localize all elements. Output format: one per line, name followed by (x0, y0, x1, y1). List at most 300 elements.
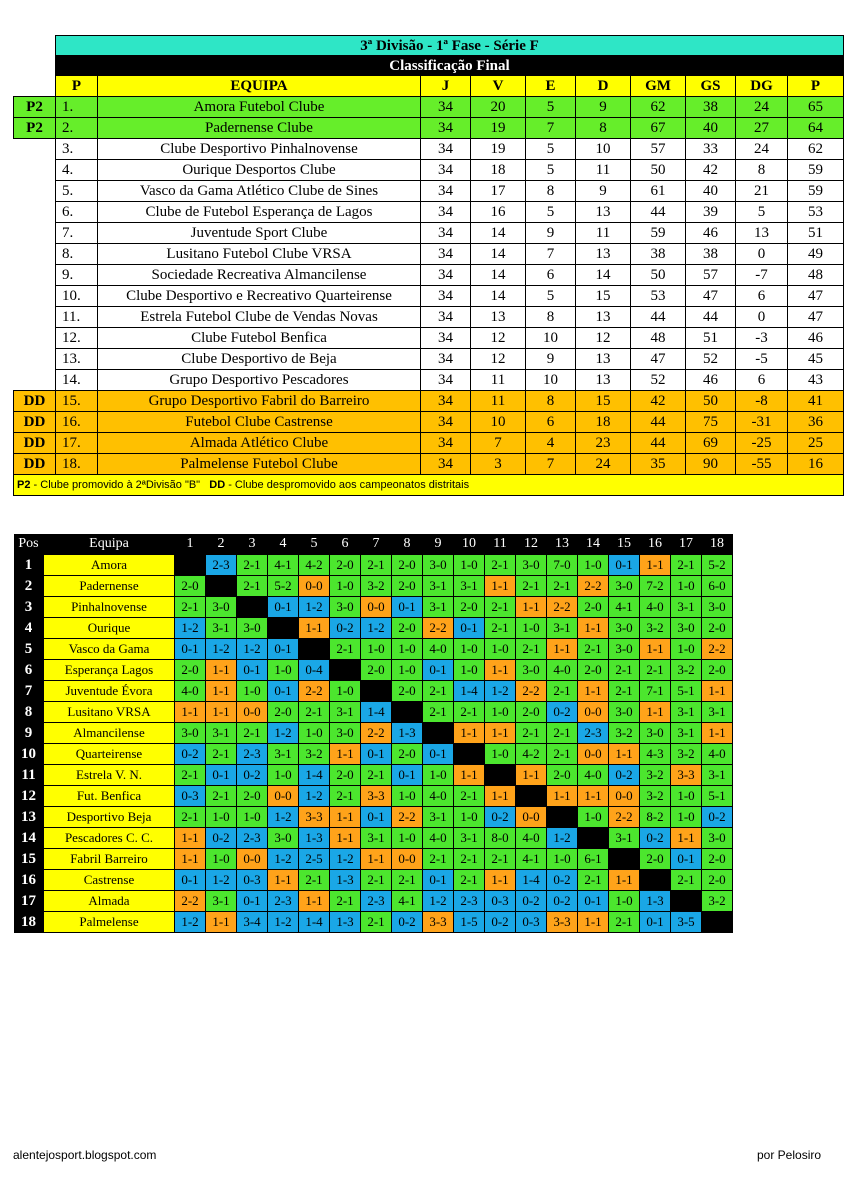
match-score: 2-0 (454, 597, 485, 618)
match-score: 2-0 (361, 660, 392, 681)
points: 16 (788, 454, 844, 475)
goals-for: 59 (631, 223, 686, 244)
results-row-position: 18 (14, 912, 44, 933)
match-score: 1-4 (361, 702, 392, 723)
draws: 9 (526, 349, 576, 370)
team-name: Juventude Sport Clube (98, 223, 421, 244)
match-score: 3-1 (671, 723, 702, 744)
match-score: 3-0 (423, 555, 454, 576)
match-score: 2-1 (361, 870, 392, 891)
team-name: Estrela Futebol Clube de Vendas Novas (98, 307, 421, 328)
header-goal-diff: DG (736, 76, 788, 97)
match-score: 1-0 (361, 639, 392, 660)
match-score: 3-2 (609, 723, 640, 744)
match-score: 1-0 (485, 702, 516, 723)
legend-p2-code: P2 (17, 479, 31, 491)
wins: 19 (471, 118, 526, 139)
match-score: 1-0 (454, 555, 485, 576)
results-column-header: 4 (268, 534, 299, 555)
self-match-cell (392, 702, 423, 723)
results-row-position: 13 (14, 807, 44, 828)
goal-diff: 27 (736, 118, 788, 139)
status-tag (14, 244, 56, 265)
results-row (14, 618, 733, 639)
match-score: 2-2 (392, 807, 423, 828)
team-name: Amora Futebol Clube (98, 97, 421, 118)
position: 7. (56, 223, 98, 244)
match-score: 1-0 (578, 807, 609, 828)
match-score: 1-3 (330, 912, 361, 933)
match-score: 1-0 (671, 786, 702, 807)
footer-author: por Pelosiro (757, 1148, 822, 1162)
match-score: 0-1 (175, 639, 206, 660)
results-row (14, 660, 733, 681)
match-score: 2-1 (175, 597, 206, 618)
results-row-team: Amora (44, 555, 175, 576)
goals-against: 46 (686, 370, 736, 391)
results-row-team: Juventude Évora (44, 681, 175, 702)
match-score: 1-1 (578, 912, 609, 933)
results-row (14, 702, 733, 723)
match-score: 2-1 (578, 639, 609, 660)
played: 34 (421, 286, 471, 307)
wins: 16 (471, 202, 526, 223)
results-row (14, 807, 733, 828)
match-score: 0-2 (330, 618, 361, 639)
losses: 13 (576, 244, 631, 265)
played: 34 (421, 118, 471, 139)
match-score: 0-2 (206, 828, 237, 849)
draws: 5 (526, 97, 576, 118)
match-score: 3-1 (423, 807, 454, 828)
match-score: 2-0 (392, 576, 423, 597)
standings-subtitle-row (14, 56, 844, 76)
match-score: 3-1 (330, 702, 361, 723)
losses: 23 (576, 433, 631, 454)
self-match-cell (671, 891, 702, 912)
match-score: 0-0 (299, 576, 330, 597)
results-column-header: 14 (578, 534, 609, 555)
match-score: 1-0 (671, 807, 702, 828)
goal-diff: 6 (736, 286, 788, 307)
match-score: 4-0 (702, 744, 733, 765)
footer-site-url[interactable]: alentejosport.blogspot.com (13, 1148, 157, 1162)
goal-diff: -25 (736, 433, 788, 454)
goal-diff: 24 (736, 139, 788, 160)
wins: 11 (471, 391, 526, 412)
standings-header-row (14, 76, 844, 97)
goals-for: 67 (631, 118, 686, 139)
match-score: 1-2 (175, 912, 206, 933)
match-score: 0-1 (175, 870, 206, 891)
played: 34 (421, 160, 471, 181)
match-score: 1-0 (392, 660, 423, 681)
team-name: Grupo Desportivo Pescadores (98, 370, 421, 391)
position: 16. (56, 412, 98, 433)
results-row-team: Castrense (44, 870, 175, 891)
played: 34 (421, 433, 471, 454)
match-score: 3-1 (454, 576, 485, 597)
losses: 15 (576, 391, 631, 412)
match-score: 3-1 (268, 744, 299, 765)
results-column-header: 11 (485, 534, 516, 555)
match-score: 2-1 (671, 555, 702, 576)
draws: 5 (526, 160, 576, 181)
standings-row (14, 202, 844, 223)
match-score: 1-1 (454, 765, 485, 786)
match-score: 2-1 (361, 765, 392, 786)
standings-row (14, 244, 844, 265)
results-column-header: 18 (702, 534, 733, 555)
match-score: 2-1 (206, 786, 237, 807)
standings-row (14, 223, 844, 244)
match-score: 6-0 (702, 576, 733, 597)
goal-diff: -7 (736, 265, 788, 286)
played: 34 (421, 307, 471, 328)
self-match-cell (547, 807, 578, 828)
results-column-header: 10 (454, 534, 485, 555)
standings-row (14, 454, 844, 475)
match-score: 1-1 (640, 702, 671, 723)
match-score: 2-1 (547, 723, 578, 744)
self-match-cell (609, 849, 640, 870)
match-score: 3-3 (423, 912, 454, 933)
match-score: 3-1 (423, 597, 454, 618)
position: 13. (56, 349, 98, 370)
results-column-header: 9 (423, 534, 454, 555)
match-score: 1-1 (454, 723, 485, 744)
results-row-position: 12 (14, 786, 44, 807)
match-score: 1-1 (330, 828, 361, 849)
match-score: 1-3 (299, 828, 330, 849)
results-row (14, 597, 733, 618)
match-score: 0-0 (237, 849, 268, 870)
header-position: P (56, 76, 98, 97)
match-score: 3-2 (299, 744, 330, 765)
match-score: 3-1 (454, 828, 485, 849)
results-column-header: 7 (361, 534, 392, 555)
match-score: 4-1 (609, 597, 640, 618)
losses: 18 (576, 412, 631, 433)
match-score: 3-2 (671, 744, 702, 765)
match-score: 3-0 (206, 597, 237, 618)
match-score: 2-1 (640, 660, 671, 681)
legend-dd-text: - Clube despromovido aos campeonatos distritais (225, 479, 470, 491)
match-score: 1-2 (268, 807, 299, 828)
team-name: Sociedade Recreativa Almancilense (98, 265, 421, 286)
match-score: 1-1 (175, 702, 206, 723)
position: 18. (56, 454, 98, 475)
wins: 12 (471, 328, 526, 349)
goals-for: 47 (631, 349, 686, 370)
wins: 13 (471, 307, 526, 328)
results-column-header: 17 (671, 534, 702, 555)
match-score: 0-1 (268, 597, 299, 618)
standings-row (14, 139, 844, 160)
match-score: 1-2 (330, 849, 361, 870)
results-row-position: 2 (14, 576, 44, 597)
status-tag: DD (14, 391, 56, 412)
self-match-cell (330, 660, 361, 681)
results-row-team: Esperança Lagos (44, 660, 175, 681)
match-score: 2-1 (609, 912, 640, 933)
match-score: 2-0 (578, 660, 609, 681)
goals-for: 44 (631, 433, 686, 454)
results-row (14, 912, 733, 933)
match-score: 0-3 (237, 870, 268, 891)
match-score: 0-2 (237, 765, 268, 786)
match-score: 2-2 (609, 807, 640, 828)
wins: 14 (471, 286, 526, 307)
match-score: 1-1 (330, 807, 361, 828)
match-score: 3-0 (516, 555, 547, 576)
match-score: 1-2 (299, 786, 330, 807)
match-score: 0-2 (485, 807, 516, 828)
goal-diff: 21 (736, 181, 788, 202)
played: 34 (421, 244, 471, 265)
goal-diff: -31 (736, 412, 788, 433)
goals-against: 33 (686, 139, 736, 160)
match-score: 1-1 (268, 870, 299, 891)
match-score: 4-0 (423, 828, 454, 849)
goal-diff: 24 (736, 97, 788, 118)
match-score: 2-2 (361, 723, 392, 744)
match-score: 0-0 (237, 702, 268, 723)
match-score: 3-0 (516, 660, 547, 681)
results-row-position: 14 (14, 828, 44, 849)
match-score: 2-3 (237, 744, 268, 765)
match-score: 2-1 (485, 555, 516, 576)
match-score: 4-3 (640, 744, 671, 765)
goals-for: 53 (631, 286, 686, 307)
match-score: 1-1 (671, 828, 702, 849)
match-score: 2-1 (454, 786, 485, 807)
match-score: 1-2 (268, 912, 299, 933)
goals-against: 75 (686, 412, 736, 433)
match-score: 3-1 (702, 765, 733, 786)
losses: 11 (576, 160, 631, 181)
results-column-header: 12 (516, 534, 547, 555)
results-row-position: 7 (14, 681, 44, 702)
match-score: 0-1 (268, 681, 299, 702)
header-goals-for: GM (631, 76, 686, 97)
wins: 19 (471, 139, 526, 160)
match-score: 3-2 (361, 576, 392, 597)
results-row-position: 16 (14, 870, 44, 891)
match-score: 0-0 (578, 702, 609, 723)
results-column-header: 6 (330, 534, 361, 555)
goals-against: 50 (686, 391, 736, 412)
match-score: 3-2 (640, 765, 671, 786)
status-tag: DD (14, 412, 56, 433)
team-name: Almada Atlético Clube (98, 433, 421, 454)
match-score: 2-1 (485, 618, 516, 639)
self-match-cell (702, 912, 733, 933)
results-row (14, 639, 733, 660)
match-score: 0-1 (671, 849, 702, 870)
match-score: 2-0 (175, 576, 206, 597)
match-score: 0-2 (547, 891, 578, 912)
self-match-cell (361, 681, 392, 702)
match-score: 1-1 (330, 744, 361, 765)
match-score: 2-3 (454, 891, 485, 912)
match-score: 2-1 (578, 870, 609, 891)
results-row (14, 765, 733, 786)
match-score: 4-0 (516, 828, 547, 849)
position: 8. (56, 244, 98, 265)
goal-diff: -5 (736, 349, 788, 370)
played: 34 (421, 370, 471, 391)
match-score: 5-2 (702, 555, 733, 576)
match-score: 2-1 (516, 576, 547, 597)
results-row-position: 5 (14, 639, 44, 660)
match-score: 1-4 (299, 765, 330, 786)
results-row-team: Desportivo Beja (44, 807, 175, 828)
match-score: 2-1 (547, 744, 578, 765)
match-score: 2-2 (299, 681, 330, 702)
goals-for: 44 (631, 202, 686, 223)
goal-diff: 5 (736, 202, 788, 223)
goals-against: 90 (686, 454, 736, 475)
goals-against: 57 (686, 265, 736, 286)
match-score: 1-0 (671, 576, 702, 597)
match-score: 1-0 (206, 849, 237, 870)
points: 43 (788, 370, 844, 391)
legend-dd-code: DD (209, 479, 226, 491)
results-column-header: 13 (547, 534, 578, 555)
match-score: 2-1 (609, 660, 640, 681)
goals-for: 48 (631, 328, 686, 349)
draws: 5 (526, 139, 576, 160)
match-score: 0-2 (547, 870, 578, 891)
self-match-cell (299, 639, 330, 660)
match-score: 1-0 (237, 681, 268, 702)
points: 41 (788, 391, 844, 412)
results-team-header: Equipa (44, 534, 175, 555)
header-team: EQUIPA (98, 76, 421, 97)
results-header-row (14, 534, 733, 555)
position: 11. (56, 307, 98, 328)
match-score: 2-1 (237, 723, 268, 744)
match-score: 4-0 (640, 597, 671, 618)
self-match-cell (516, 786, 547, 807)
match-score: 0-1 (609, 555, 640, 576)
status-tag: DD (14, 433, 56, 454)
results-row-position: 4 (14, 618, 44, 639)
match-score: 1-0 (671, 639, 702, 660)
match-score: 2-0 (702, 870, 733, 891)
results-pos-header: Pos (14, 534, 44, 555)
goals-for: 57 (631, 139, 686, 160)
match-score: 1-2 (361, 618, 392, 639)
standings-row (14, 286, 844, 307)
results-row-position: 15 (14, 849, 44, 870)
standings-legend (14, 475, 844, 496)
match-score: 7-0 (547, 555, 578, 576)
status-tag (14, 160, 56, 181)
team-name: Clube Desportivo Pinhalnovense (98, 139, 421, 160)
match-score: 2-1 (671, 870, 702, 891)
match-score: 4-0 (423, 786, 454, 807)
goals-for: 38 (631, 244, 686, 265)
played: 34 (421, 265, 471, 286)
match-score: 7-1 (640, 681, 671, 702)
match-score: 3-1 (206, 723, 237, 744)
draws: 7 (526, 244, 576, 265)
results-column-header: 2 (206, 534, 237, 555)
match-score: 2-1 (454, 702, 485, 723)
wins: 11 (471, 370, 526, 391)
match-score: 0-1 (640, 912, 671, 933)
match-score: 0-2 (640, 828, 671, 849)
team-name: Futebol Clube Castrense (98, 412, 421, 433)
team-name: Lusitano Futebol Clube VRSA (98, 244, 421, 265)
match-score: 3-0 (330, 723, 361, 744)
team-name: Padernense Clube (98, 118, 421, 139)
match-score: 3-1 (609, 828, 640, 849)
match-score: 1-1 (640, 639, 671, 660)
match-score: 1-1 (547, 639, 578, 660)
match-score: 2-0 (268, 702, 299, 723)
match-score: 3-0 (640, 723, 671, 744)
goals-for: 61 (631, 181, 686, 202)
wins: 18 (471, 160, 526, 181)
standings-row (14, 433, 844, 454)
match-score: 2-1 (423, 849, 454, 870)
goals-for: 50 (631, 160, 686, 181)
match-score: 0-1 (268, 639, 299, 660)
header-wins: V (471, 76, 526, 97)
goals-against: 51 (686, 328, 736, 349)
match-score: 0-1 (392, 597, 423, 618)
self-match-cell (485, 765, 516, 786)
match-score: 3-0 (268, 828, 299, 849)
match-score: 1-3 (640, 891, 671, 912)
goal-diff: 6 (736, 370, 788, 391)
results-row-position: 17 (14, 891, 44, 912)
draws: 6 (526, 265, 576, 286)
match-score: 2-0 (392, 744, 423, 765)
losses: 11 (576, 223, 631, 244)
match-score: 3-1 (206, 618, 237, 639)
match-score: 2-0 (175, 660, 206, 681)
match-score: 3-1 (361, 828, 392, 849)
header-points: P (788, 76, 844, 97)
match-score: 0-4 (299, 660, 330, 681)
match-score: 3-1 (671, 597, 702, 618)
status-tag (14, 223, 56, 244)
standings-subtitle: Classificação Final (56, 56, 844, 76)
team-name: Palmelense Futebol Clube (98, 454, 421, 475)
goal-diff: 8 (736, 160, 788, 181)
points: 62 (788, 139, 844, 160)
played: 34 (421, 97, 471, 118)
legend-p2-text: - Clube promovido à 2ªDivisão "B" (30, 479, 201, 491)
match-score: 0-0 (361, 597, 392, 618)
standings-title: 3ª Divisão - 1ª Fase - Série F (56, 36, 844, 56)
match-score: 0-1 (454, 618, 485, 639)
self-match-cell (423, 723, 454, 744)
results-column-header: 1 (175, 534, 206, 555)
match-score: 1-0 (268, 765, 299, 786)
match-score: 2-2 (175, 891, 206, 912)
standings-row (14, 349, 844, 370)
goals-against: 38 (686, 244, 736, 265)
match-score: 1-0 (330, 576, 361, 597)
results-row (14, 723, 733, 744)
position: 10. (56, 286, 98, 307)
points: 46 (788, 328, 844, 349)
